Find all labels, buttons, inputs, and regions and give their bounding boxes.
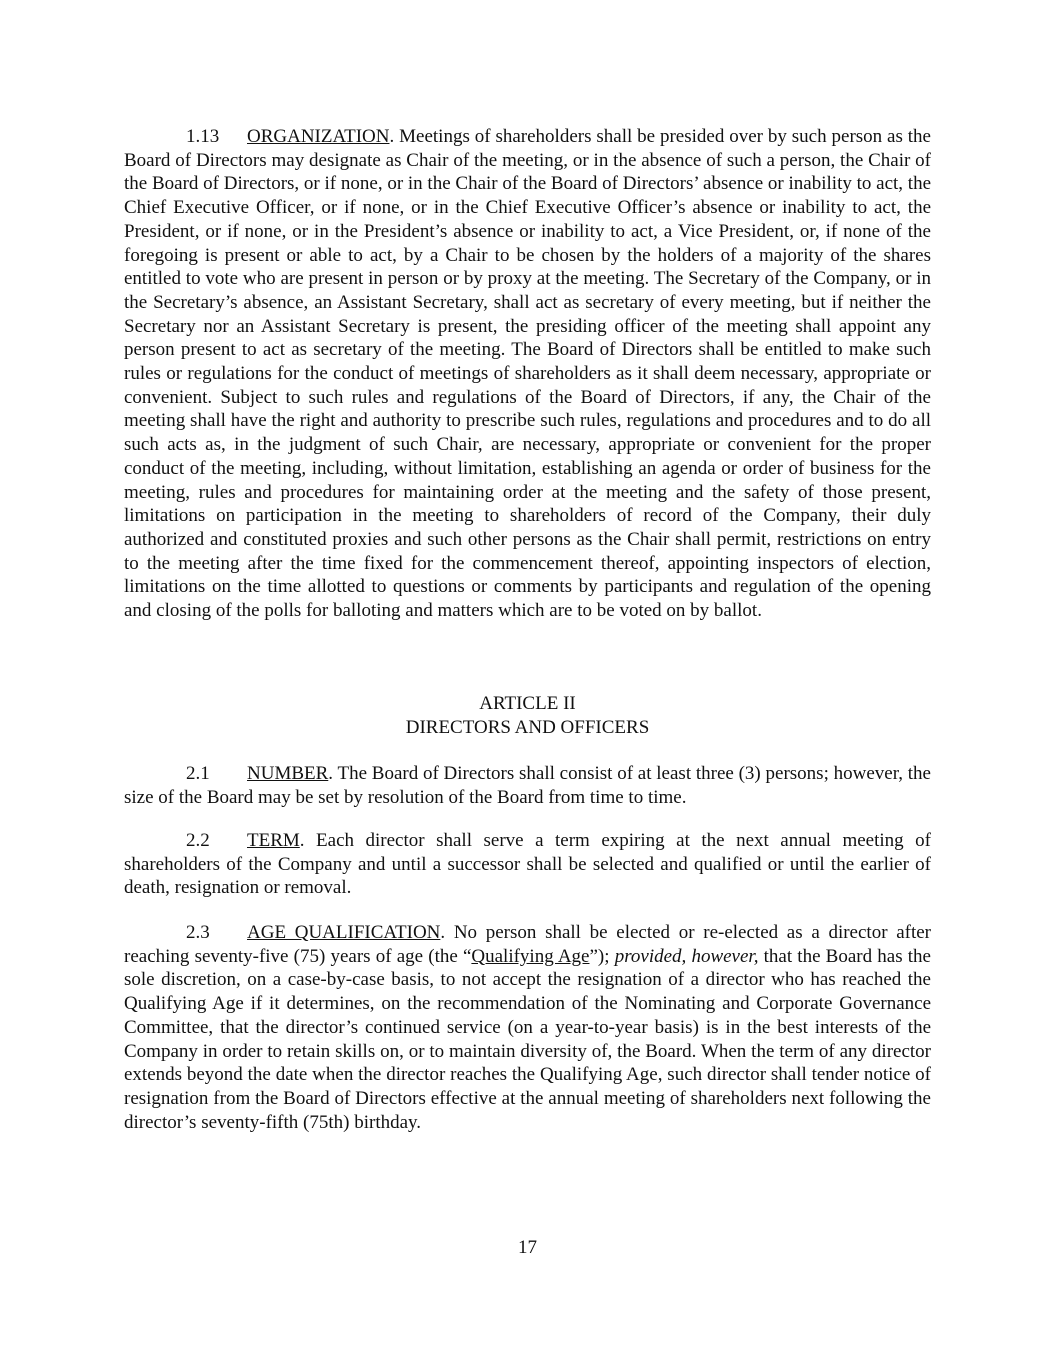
section-2-1-number <box>124 762 931 809</box>
section-number: 2.1 <box>186 763 210 784</box>
defined-term: Qualifying Age <box>471 945 590 967</box>
italic-proviso: provided, however, <box>614 945 759 967</box>
article-subtitle: DIRECTORS AND OFFICERS <box>405 716 650 738</box>
section-heading: AGE QUALIFICATION <box>247 922 441 943</box>
section-number: 2.2 <box>186 830 210 851</box>
section-body: . The Board of Directors shall consist of at least three (3) persons; however, the size of the Board may be set by resolution of the Board from time to time. <box>124 763 931 808</box>
section-body-part-c: that the Board has the sole discretion, on a case-by-case basis, to not accept the resignation of a director who has reached the Qualifying Age if it determines, on the recommendation of the Nominating and Corporate Governance Committee, that the director’s continued service (on a year-to-year basis) is in the best interests of the Company in order to retain skills on, or to maintain diversity of, the Board. When the term of any director extends beyond the date when the director reaches the Qualifying Age, such director shall tender notice of resignation from the Board of Directors effective at the annual meeting of shareholders next following the director’s seventy-fifth (75th) birthday. <box>124 945 931 1133</box>
page-number: 17 <box>518 1237 537 1258</box>
section-body: . Each director shall serve a term expiring at the next annual meeting of shareholders of the Company and until a successor shall be selected and qualified or until the earlier of death, resignation or removal. <box>124 830 931 899</box>
article-heading <box>124 692 931 739</box>
section-2-3-age-qualification <box>124 921 931 1134</box>
section-body-part-b: ”); <box>589 945 615 967</box>
section-body: . Meetings of shareholders shall be presided over by such person as the Board of Directors may designate as Chair of the meeting, or in the absence of such a person, the Chair of the Board of Directors, or if none, or in the Chair of the Board of Directors’ absence or inability to act, the Chief Executive Officer, or if none, or in the Chief Executive Officer’s absence or inability to act, the President, or if none, or in the President’s absence or inability to act, a Vice President, or, if none of the foregoing is present or able to act, by a Chair to be chosen by the holders of a majority of the shares entitled to vote who are present in person or by proxy at the meeting. The Secretary of the Company, or in the Secretary’s absence, an Assistant Secretary, shall act as secretary of every meeting, but if neither the Secretary nor an Assistant Secretary is present, the presiding officer of the meeting shall appoint any person present to act as secretary of the meeting. The Board of Directors shall be entitled to make such rules or regulations for the conduct of meetings of shareholders as it shall deem necessary, appropriate or convenient. Subject to such rules and regulations of the Board of Directors, if any, the Chair of the meeting shall have the right and authority to prescribe such rules, regulations and procedures and to do all such acts as, in the judgment of such Chair, are necessary, appropriate or convenient for the proper conduct of the meeting, including, without limitation, establishing an agenda or order of business for the meeting, rules and procedures for maintaining order at the meeting and the safety of those present, limitations on participation in the meeting to shareholders of record of the Company, their duly authorized and constituted proxies and such other persons as the Chair shall permit, restrictions on entry to the meeting after the time fixed for the commencement thereof, appointing inspectors of election, limitations on the time allotted to questions or comments by participants and regulation of the opening and closing of the polls for balloting and matters which are to be voted on by ballot. <box>124 126 931 622</box>
article-title: ARTICLE II <box>479 693 576 714</box>
section-heading: NUMBER <box>247 763 329 784</box>
section-1-13-organization <box>124 125 931 623</box>
section-2-2-term <box>124 829 931 900</box>
section-number: 1.13 <box>186 126 220 147</box>
section-heading: ORGANIZATION <box>247 126 390 147</box>
section-heading: TERM <box>247 830 300 851</box>
section-number: 2.3 <box>186 922 210 943</box>
section-body-part-a: . No person shall be elected or re-elected as a director after reaching seventy-five (75) years of age (the “ <box>124 922 932 967</box>
